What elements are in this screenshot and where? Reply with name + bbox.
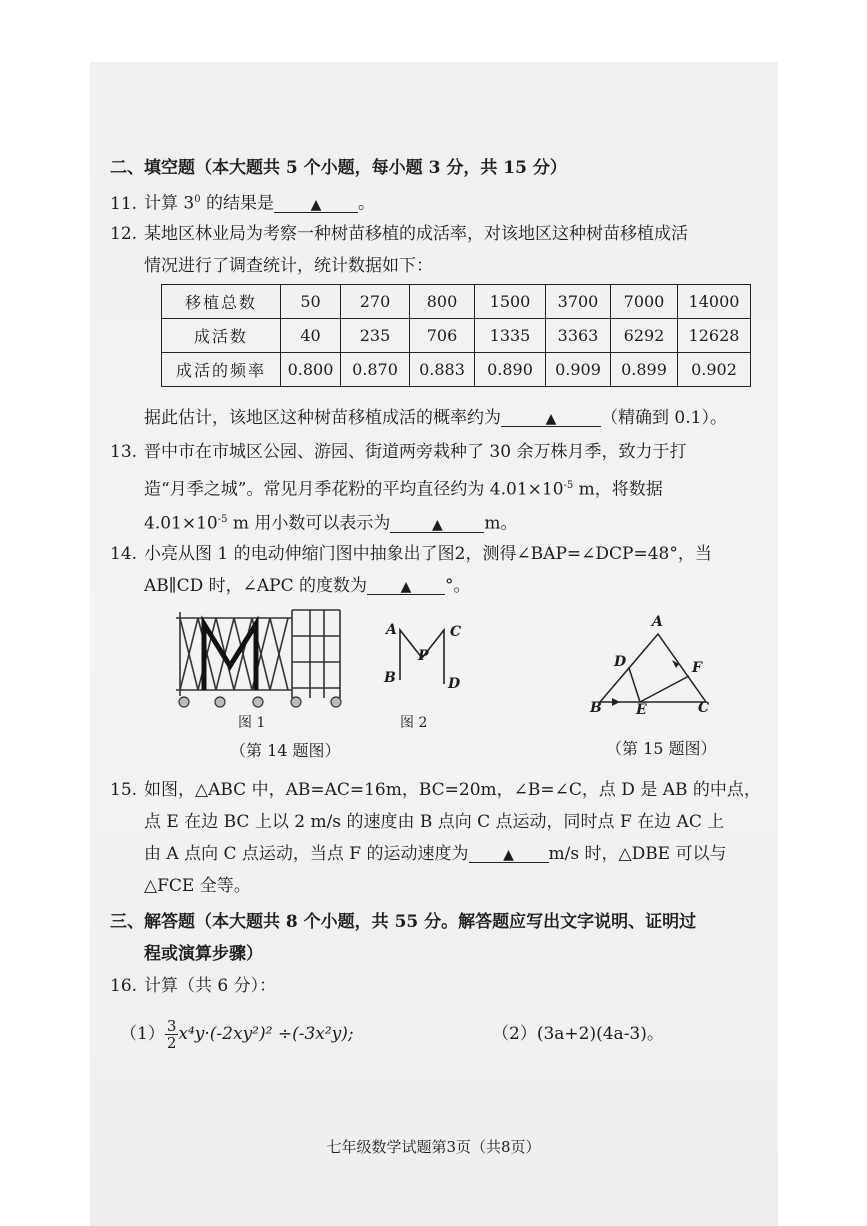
figure-1-label: 图 1	[238, 715, 266, 731]
question-12-line-2: 情况进行了调查统计，统计数据如下：	[144, 256, 433, 276]
question-15-line-4: △FCE 全等。	[144, 876, 251, 896]
table-cell: 800	[410, 285, 475, 319]
point-label-c: C	[698, 700, 710, 716]
question-15-line-1: 15. 如图，△ABC 中，AB=AC=16m，BC=20m，∠B=∠C，点 D 是 AB 的中点，	[110, 780, 761, 800]
question-13-line-3: $4.01\times 10^{-5}$ m 用小数可以表示为 ▲ m。	[144, 513, 518, 534]
figure-1-gate-drawing	[172, 606, 352, 710]
point-label-d: D	[448, 676, 461, 692]
question-14-caption: （第 14 题图）	[230, 741, 341, 760]
answer-blank	[501, 406, 601, 427]
row-header: 成活数	[162, 319, 281, 353]
table-cell: 0.870	[341, 353, 410, 387]
question-number: 16.	[110, 976, 138, 996]
point-label-e: E	[636, 702, 647, 718]
row-header: 成活的频率	[162, 353, 281, 387]
answer-blank	[469, 842, 549, 863]
triangle-mark-icon: ▲	[503, 847, 514, 863]
question-16-title: 16. 计算（共 6 分）：	[110, 976, 277, 996]
table-cell: 0.800	[281, 353, 341, 387]
triangle-mark-icon: ▲	[545, 411, 557, 427]
question-15-line-3: 由 A 点向 C 点运动，当点 F 的运动速度为 ▲ m/s 时，△DBE 可以与	[144, 844, 727, 864]
point-label-f: F	[692, 660, 702, 676]
table-cell: 50	[281, 285, 341, 319]
table-cell: 12628	[678, 319, 751, 353]
point-label-d: D	[614, 654, 627, 670]
table-cell: 270	[341, 285, 410, 319]
section-3-title-line-1: 三、解答题（本大题共 8 个小题，共 55 分。解答题应写出文字说明、证明过	[110, 912, 697, 932]
question-16-part-1: （1） $\frac{3}{2}$ x⁴y·(-2xy²)² ÷(-3x²y);	[120, 1017, 354, 1052]
table-cell: 14000	[678, 285, 751, 319]
fraction-three-halves: $\frac{3}{2}$	[166, 1017, 177, 1052]
table-row	[162, 285, 751, 319]
row-header: 移植总数	[162, 285, 281, 319]
question-11: 11. 计算 $3^0$ 的结果是 ▲ 。	[110, 193, 376, 214]
question-15-caption: （第 15 题图）	[606, 739, 717, 758]
triangle-mark-icon: ▲	[400, 579, 412, 595]
point-label-b: B	[590, 700, 602, 716]
question-number: 14.	[110, 544, 138, 564]
triangle-mark-icon: ▲	[310, 196, 322, 213]
point-label-c: C	[450, 624, 462, 640]
table-cell: 1500	[475, 285, 546, 319]
point-label-a: A	[652, 614, 663, 630]
question-13-line-1: 13. 晋中市在市城区公园、游园、街道两旁栽种了 30 余万株月季，致力于打	[110, 442, 687, 462]
question-16-part-2: （2）(3a+2)(4a-3)。	[492, 1024, 664, 1044]
table-cell: 3700	[546, 285, 611, 319]
point-label-a: A	[386, 622, 397, 638]
table-cell: 235	[341, 319, 410, 353]
question-14-line-2: AB∥CD 时，∠APC 的度数为 ▲ °。	[144, 576, 471, 596]
table-cell: 0.902	[678, 353, 751, 387]
page-footer: 七年级数学试题第3页（共8页）	[326, 1138, 541, 1156]
question-number: 11.	[110, 193, 138, 214]
question-14-line-1: 14. 小亮从图 1 的电动伸缩门图中抽象出了图2，测得∠BAP=∠DCP=48°，当	[110, 544, 712, 564]
answer-blank	[274, 192, 358, 213]
question-13-line-2: 造“月季之城”。常见月季花粉的平均直径约为 $4.01\times 10^{-5}$ m，将数据	[144, 479, 663, 500]
question-number: 13.	[110, 442, 138, 462]
figure-2-label: 图 2	[400, 715, 428, 731]
table-row	[162, 353, 751, 387]
survival-data-table	[161, 284, 751, 387]
point-label-b: B	[384, 670, 396, 686]
table-cell: 6292	[611, 319, 678, 353]
answer-blank	[367, 574, 445, 595]
table-cell: 7000	[611, 285, 678, 319]
triangle-mark-icon: ▲	[432, 516, 443, 533]
section-2-title: 二、填空题（本大题共 5 个小题，每小题 3 分，共 15 分）	[110, 158, 567, 178]
question-15-line-2: 点 E 在边 BC 上以 2 m/s 的速度由 B 点向 C 点运动，同时点 F 在边 AC 上	[144, 812, 725, 832]
table-cell: 0.909	[546, 353, 611, 387]
answer-blank	[390, 512, 484, 533]
table-cell: 0.899	[611, 353, 678, 387]
point-label-p: P	[418, 648, 429, 664]
table-cell: 40	[281, 319, 341, 353]
table-row	[162, 319, 751, 353]
table-cell: 0.890	[475, 353, 546, 387]
table-cell: 0.883	[410, 353, 475, 387]
table-cell: 1335	[475, 319, 546, 353]
table-cell: 706	[410, 319, 475, 353]
question-12-line-3: 据此估计，该地区这种树苗移植成活的概率约为 ▲ （精确到 0.1）。	[144, 408, 727, 428]
question-number: 15.	[110, 780, 138, 800]
question-12-line-1: 12. 某地区林业局为考察一种树苗移植的成活率，对该地区这种树苗移植成活	[110, 224, 688, 244]
table-cell: 3363	[546, 319, 611, 353]
question-number: 12.	[110, 224, 138, 244]
section-3-title-line-2: 程或演算步骤）	[144, 944, 263, 964]
